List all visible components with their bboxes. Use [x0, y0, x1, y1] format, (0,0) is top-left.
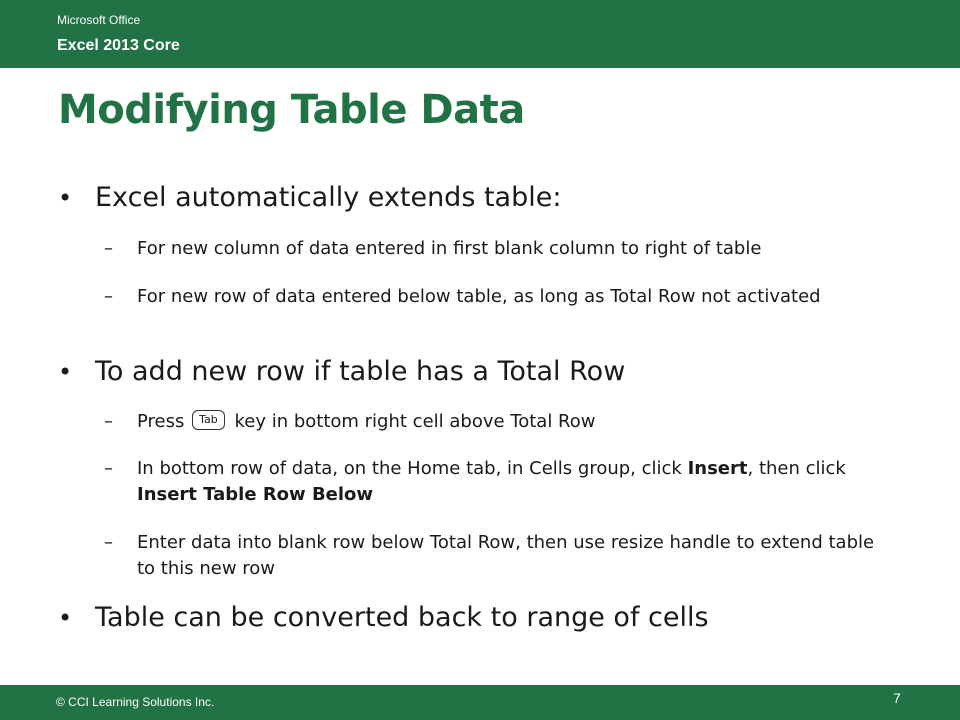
- bold-command-text: Insert Table Row Below: [137, 484, 374, 505]
- sub-bullet-text: [137, 409, 877, 435]
- bullet-dot-icon: •: [58, 604, 73, 632]
- header-bar: [0, 0, 960, 68]
- brand-course-title: Excel 2013 Core: [57, 37, 180, 54]
- bold-command-text: Insert: [687, 458, 748, 479]
- sub-text-part: Press: [137, 411, 185, 432]
- sub-text-part: , then click: [747, 458, 846, 479]
- bullet-text: Excel automatically extends table:: [95, 182, 562, 213]
- footer-bar: [0, 685, 960, 720]
- tab-key-icon: Tab: [192, 410, 225, 430]
- dash-icon: –: [104, 286, 113, 307]
- dash-icon: –: [104, 458, 113, 479]
- page-number: 7: [893, 690, 901, 706]
- bullet-text: To add new row if table has a Total Row: [95, 356, 626, 387]
- bullet-dot-icon: •: [58, 184, 73, 212]
- sub-text-part: key in bottom right cell above Total Row: [234, 411, 596, 432]
- bullet-text: Table can be converted back to range of cells: [95, 602, 709, 633]
- slide-title: Modifying Table Data: [58, 87, 525, 133]
- sub-text-part: In bottom row of data, on the Home tab, in Cells group, click: [137, 458, 682, 479]
- sub-bullet-text: For new row of data entered below table, as long as Total Row not activated: [137, 286, 821, 307]
- bullet-dot-icon: •: [58, 358, 73, 386]
- dash-icon: –: [104, 532, 113, 553]
- dash-icon: –: [104, 411, 113, 432]
- sub-bullet-text: [137, 456, 877, 508]
- dash-icon: –: [104, 238, 113, 259]
- brand-product-family: Microsoft Office: [57, 13, 141, 27]
- footer-copyright: © CCI Learning Solutions Inc.: [56, 695, 215, 709]
- sub-bullet-text: Enter data into blank row below Total Row, then use resize handle to extend table to this new row: [137, 532, 875, 579]
- sub-bullet-text: For new column of data entered in first blank column to right of table: [137, 238, 762, 259]
